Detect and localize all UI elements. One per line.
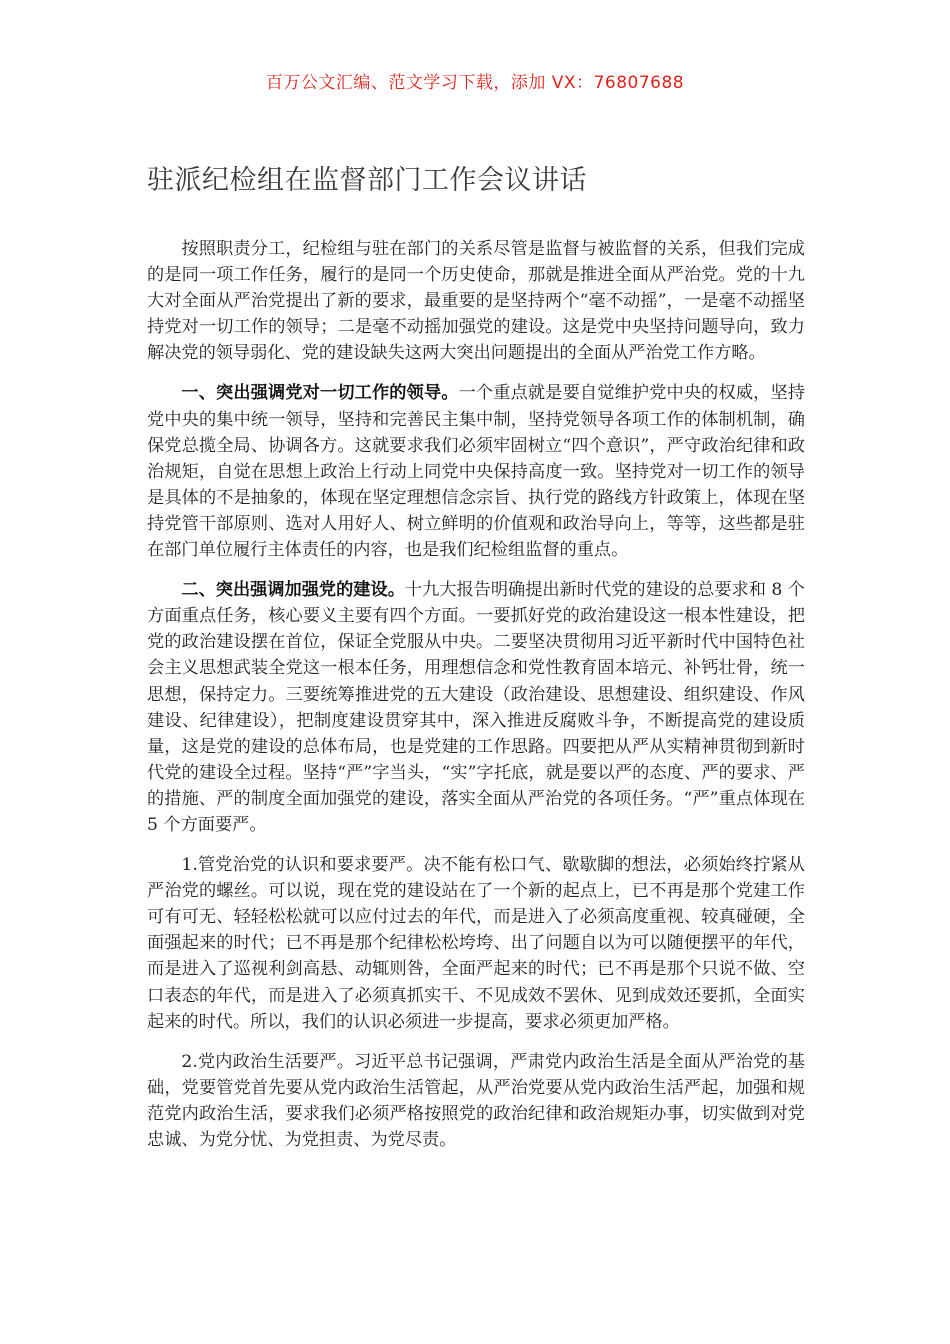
paragraph-section-1 bbox=[147, 380, 805, 563]
paragraph-item-1 bbox=[147, 852, 805, 1035]
paragraph-section-2 bbox=[147, 577, 805, 838]
paragraph-item-2 bbox=[147, 1049, 805, 1153]
paragraph-intro bbox=[147, 236, 805, 366]
paragraph-text: 一个重点就是要自觉维护党中央的权威，坚持党中央的集中统一领导，坚持和完善民主集中制，坚持党领导各项工作的体制机制，确保党总揽全局、协调各方。这就要求我们必须牢固树立“四个意识”，严守政治纪律和政治规矩，自觉在思想上政治上行动上同党中央保持高度一致。坚持党对一切工作的领导是具体的不是抽象的，体现在坚定理想信念宗旨、执行党的路线方针政策上，体现在坚持党管干部原则、选对人用好人、树立鲜明的价值观和政治导向上，等等，这些都是驻在部门单位履行主体责任的内容，也是我们纪检组监督的重点。 bbox=[147, 383, 805, 561]
document-body bbox=[147, 236, 805, 1167]
promo-banner: 百万公文汇编、范文学习下载，添加 VX：76807688 bbox=[265, 73, 685, 93]
section-heading: 二、突出强调加强党的建设。 bbox=[181, 580, 405, 601]
section-heading: 一、突出强调党对一切工作的领导。 bbox=[181, 383, 459, 404]
paragraph-text: 1.管党治党的认识和要求要严。决不能有松口气、歇歇脚的想法，必须始终拧紧从严治党的螺丝。可以说，现在党的建设站在了一个新的起点上，已不再是那个党建工作可有可无、轻轻松松就可以应付过去的年代，而是进入了必须高度重视、较真碰硬，全面强起来的时代；已不再是那个纪律松松垮垮、出了问题自以为可以随便摆平的年代，而是进入了巡视利剑高悬、动辄则咎，全面严起来的时代；已不再是那个只说不做、空口表态的年代，而是进入了必须真抓实干、不见成效不罢休、见到成效还要抓，全面实起来的时代。所以，我们的认识必须进一步提高，要求必须更加严格。 bbox=[147, 855, 805, 1032]
paragraph-text: 十九大报告明确提出新时代党的建设的总要求和 8 个方面重点任务，核心要义主要有四个方面。一要抓好党的政治建设这一根本性建设，把党的政治建设摆在首位，保证全党服从中央。二要坚决贯彻用习近平新时代中国特色社会主义思想武装全党这一根本任务，用理想信念和党性教育固本培元、补钙壮骨，统一思想，保持定力。三要统筹推进党的五大建设（政治建设、思想建设、组织建设、作风建设、纪律建设），把制度建设贯穿其中，深入推进反腐败斗争，不断提高党的建设质量，这是党的建设的总体布局，也是党建的工作思路。四要把从严从实精神贯彻到新时代党的建设全过程。坚持“严”字当头，“实”字托底，就是要以严的态度、严的要求、严的措施、严的制度全面加强党的建设，落实全面从严治党的各项任务。“严”重点体现在 5 个方面要严。 bbox=[147, 580, 805, 835]
paragraph-text: 2.党内政治生活要严。习近平总书记强调，严肃党内政治生活是全面从严治党的基础，党要管党首先要从党内政治生活管起，从严治党要从党内政治生活严起，加强和规范党内政治生活，要求我们必须严格按照党的政治纪律和政治规矩办事，切实做到对党忠诚、为党分忧、为党担责、为党尽责。 bbox=[147, 1051, 805, 1150]
paragraph-text: 按照职责分工，纪检组与驻在部门的关系尽管是监督与被监督的关系，但我们完成的是同一项工作任务，履行的是同一个历史使命，那就是推进全面从严治党。党的十九大对全面从严治党提出了新的要求，最重要的是坚持两个“毫不动摇”，一是毫不动摇坚持党对一切工作的领导；二是毫不动摇加强党的建设。这是党中央坚持问题导向，致力解决党的领导弱化、党的建设缺失这两大突出问题提出的全面从严治党工作方略。 bbox=[147, 239, 805, 364]
page-title: 驻派纪检组在监督部门工作会议讲话 bbox=[147, 165, 587, 196]
